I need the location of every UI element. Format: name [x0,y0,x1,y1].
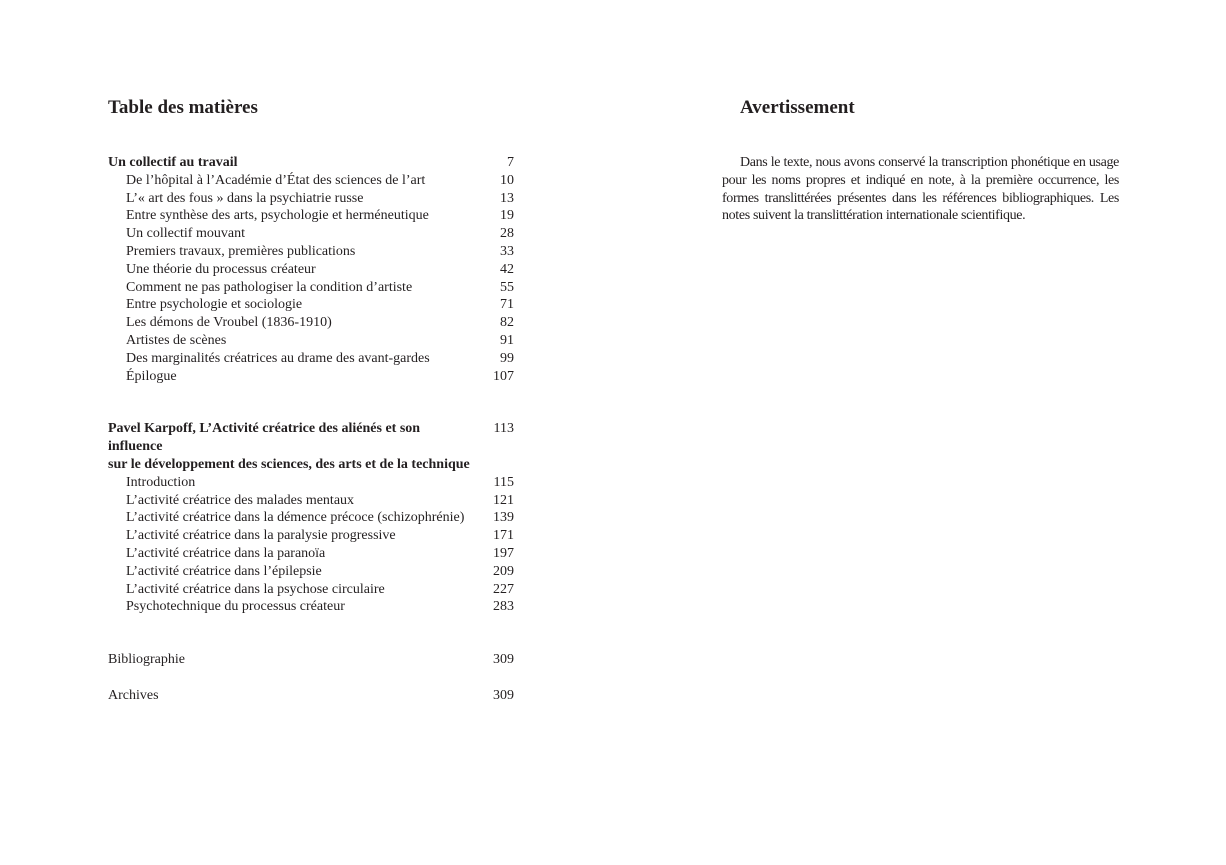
toc-section-items [108,172,514,386]
toc-item[interactable] [108,225,514,243]
toc-page-number: 197 [493,545,514,561]
toc-item-title: L’« art des fous » dans la psychiatrie russe [126,190,364,206]
toc-item[interactable] [108,527,514,545]
toc-item[interactable] [108,261,514,279]
right-page [613,0,1226,865]
toc-page-number: 139 [493,510,514,526]
toc-item[interactable] [108,581,514,599]
toc-section-title-row[interactable] [108,420,514,473]
toc-page-number: 13 [500,190,514,206]
table-of-contents [108,154,514,705]
toc-section-title: Un collectif au travail [108,155,238,170]
toc-page-number: 82 [500,315,514,331]
toc-item-title: L’activité créatrice dans la psychose circulaire [126,581,385,597]
toc-item[interactable] [108,350,514,368]
toc-item-title: Introduction [126,474,196,490]
toc-page-number: 99 [500,350,514,366]
toc-page-number: 309 [493,652,514,668]
toc-item-title: Premiers travaux, premières publications [126,243,356,259]
toc-page-number: 209 [493,563,514,579]
toc-section-title [108,420,478,473]
toc-item-title: Entre psychologie et sociologie [126,297,303,313]
toc-page-number: 283 [493,599,514,615]
toc-item-bibliography[interactable] [108,651,514,669]
toc-item[interactable] [108,474,514,492]
toc-item-title: Entre synthèse des arts, psychologie et herméneutique [126,208,429,224]
toc-page-number: 55 [500,279,514,295]
toc-item[interactable] [108,598,514,616]
toc-section-title-line-2: sur le développement des sciences, des arts et de la technique [108,456,470,472]
notice-heading: Avertissement [740,97,855,118]
toc-item-title: Artistes de scènes [126,332,227,348]
toc-item-archives[interactable] [108,687,514,705]
toc-heading: Table des matières [108,97,258,118]
toc-section-karpoff [108,420,514,616]
toc-item-title: Un collectif mouvant [126,226,245,242]
toc-item-title: L’activité créatrice dans l’épilepsie [126,563,322,579]
toc-section-title-line-1: Pavel Karpoff, L’Activité créatrice des aliénés et son influence [108,421,421,455]
toc-section-collectif [108,154,514,385]
toc-page-number: 28 [500,226,514,242]
toc-item-title: Les démons de Vroubel (1836-1910) [126,315,332,331]
toc-item[interactable] [108,492,514,510]
toc-item[interactable] [108,190,514,208]
toc-item[interactable] [108,279,514,297]
toc-item-title: Des marginalités créatrices au drame des avant-gardes [126,350,430,366]
toc-item-title: Une théorie du processus créateur [126,261,316,277]
toc-item-title: Comment ne pas pathologiser la condition d’artiste [126,279,413,295]
toc-item[interactable] [108,368,514,386]
toc-page-number: 19 [500,208,514,224]
toc-page-number: 91 [500,332,514,348]
toc-item-title: Archives [108,687,159,703]
toc-item[interactable] [108,509,514,527]
toc-item-title: L’activité créatrice dans la paralysie progressive [126,528,396,544]
toc-page-number: 309 [493,687,514,703]
toc-item-title: Psychotechnique du processus créateur [126,599,345,615]
toc-item[interactable] [108,314,514,332]
notice-paragraph: Dans le texte, nous avons conservé la transcription phonétique en usage pour les noms propres et indiqué en note, à la première occurrence, les formes translittérées présentes dans les références bibliographiques. Les notes suivent la translittération internationale scientifique. [722,155,1119,224]
toc-page-number: 115 [493,474,514,490]
toc-section-title-row[interactable] [108,154,514,172]
toc-item-title: Épilogue [126,368,177,384]
toc-section-items [108,474,514,616]
toc-item[interactable] [108,243,514,261]
toc-item-title: L’activité créatrice dans la paranoïa [126,545,326,561]
toc-page-number: 107 [493,368,514,384]
toc-item[interactable] [108,296,514,314]
toc-item[interactable] [108,172,514,190]
toc-page-number: 33 [500,243,514,259]
toc-page-number: 42 [500,261,514,277]
toc-item[interactable] [108,332,514,350]
toc-item-title: Bibliographie [108,652,185,668]
toc-page-number: 10 [500,172,514,188]
toc-page-number: 171 [493,528,514,544]
toc-page-number: 227 [493,581,514,597]
toc-item-title: L’activité créatrice des malades mentaux [126,492,355,508]
toc-page-number: 71 [500,297,514,313]
toc-item[interactable] [108,563,514,581]
toc-item[interactable] [108,545,514,563]
toc-page-number: 121 [493,492,514,508]
toc-page-number: 7 [507,155,514,170]
toc-page-number: 113 [493,421,514,437]
toc-item-title: L’activité créatrice dans la démence précoce (schizophrénie) [126,510,465,526]
toc-item-title: De l’hôpital à l’Académie d’État des sciences de l’art [126,172,426,188]
toc-item[interactable] [108,207,514,225]
